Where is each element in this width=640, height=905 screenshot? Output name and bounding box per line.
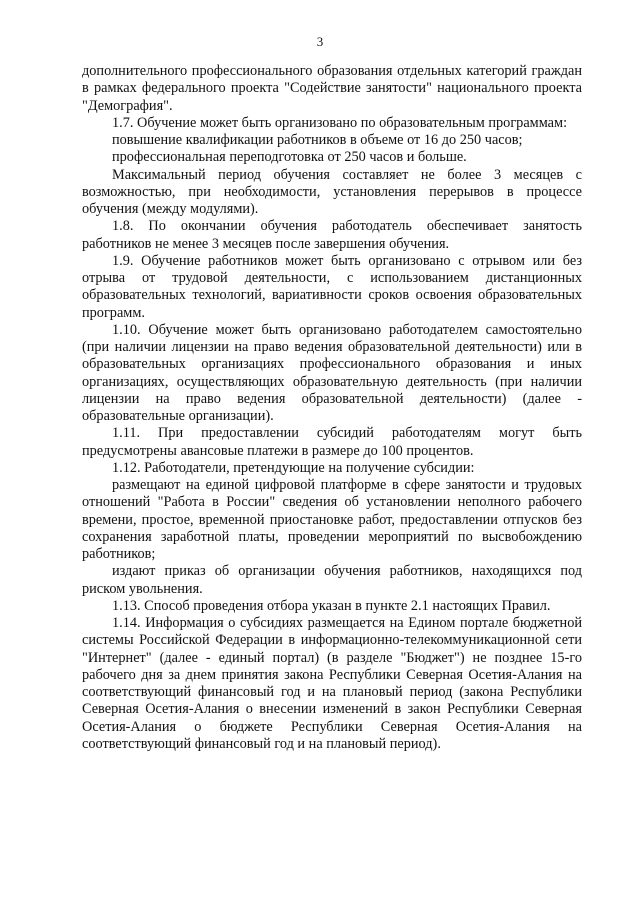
- paragraph-1-12-item-order: издают приказ об организации обучения работников, находящихся под риском увольнения.: [82, 563, 582, 597]
- paragraph-1-10: 1.10. Обучение может быть организовано работодателем самостоятельно (при наличии лицензии на право ведения образовательной деятельности) или в образовательных организациях профессионального образования и иных организациях, осуществляющих образовательную деятельность (при наличии лицензии на право ведения образовательной деятельности) (далее - образовательные организации).: [82, 321, 582, 424]
- paragraph-1-13: 1.13. Способ проведения отбора указан в пункте 2.1 настоящих Правил.: [112, 597, 551, 614]
- page-number: 3: [316, 34, 324, 49]
- paragraph-1-7: 1.7. Обучение может быть организовано по образовательным программам:: [112, 114, 568, 131]
- document-body: [82, 63, 582, 753]
- paragraph-1-7-item-retraining: профессиональная переподготовка от 250 часов и больше.: [112, 149, 467, 166]
- paragraph-max-period: Максимальный период обучения составляет не более 3 месяцев с возможностью, при необходимости, установления перерывов в процессе обучения (между модулями).: [82, 166, 582, 217]
- paragraph-1-14: 1.14. Информация о субсидиях размещается на Едином портале бюджетной системы Российской Федерации в информационно-телекоммуникационной сети "Интернет" (далее - единый портал) (в разделе "Бюджет") не позднее 15-го рабочего дня за днем принятия закона Республики Северная Осетия-Алания на соответствующий финансовый год и на плановый период (закона Республики Северная Осетия-Алания о внесении изменений в закон Республики Северная Осетия-Алания о бюджете Республики Северная Осетия-Алания на соответствующий финансовый год и на плановый период).: [82, 615, 582, 752]
- paragraph-1-12-item-platform: размещают на единой цифровой платформе в сфере занятости и трудовых отношений "Работа в России" сведения об установлении неполного рабочего времени, простое, временной приостановке работ, предоставлении отпусков без сохранения заработной платы, проведении мероприятий по высвобождению работников;: [82, 477, 582, 562]
- paragraph-intro-continuation: дополнительного профессионального образования отдельных категорий граждан в рамках федерального проекта "Содействие занятости" национального проекта "Демография".: [82, 63, 582, 114]
- paragraph-1-8: 1.8. По окончании обучения работодатель обеспечивает занятость работников не менее 3 месяцев после завершения обучения.: [82, 218, 582, 252]
- paragraph-1-9: 1.9. Обучение работников может быть организовано с отрывом или без отрыва от трудовой деятельности, с использованием дистанционных образовательных технологий, вариативности сроков освоения образовательных программ.: [82, 252, 582, 321]
- paragraph-1-12: 1.12. Работодатели, претендующие на получение субсидии:: [112, 459, 475, 476]
- paragraph-1-7-item-qualification: повышение квалификации работников в объеме от 16 до 250 часов;: [112, 132, 523, 148]
- paragraph-1-11: 1.11. При предоставлении субсидий работодателям могут быть предусмотрены авансовые платежи в размере до 100 процентов.: [82, 425, 582, 459]
